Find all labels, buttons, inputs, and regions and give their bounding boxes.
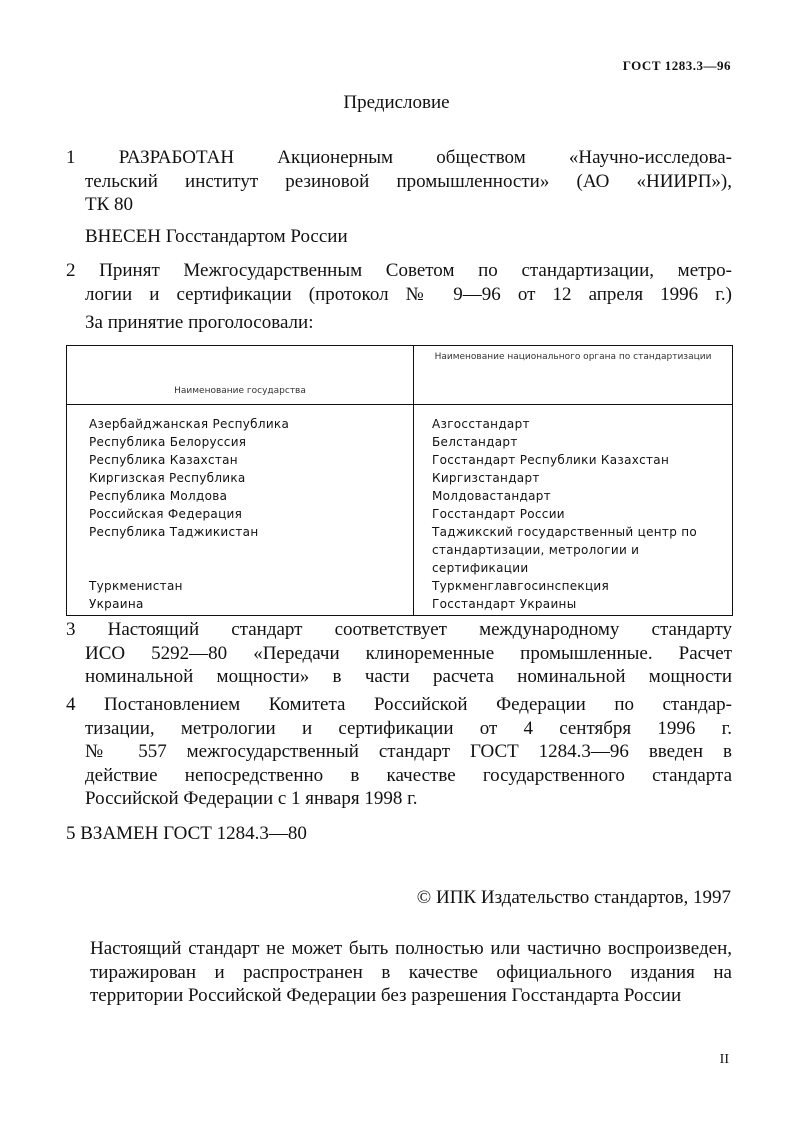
standard-code: ГОСТ 1283.3—96 — [622, 58, 731, 73]
body-cell: Таджикский государственный центр по стандартизации, метрологии и сертификации — [414, 523, 733, 577]
item-4 — [66, 693, 732, 811]
item-3-line-1: 3 Настоящий стандарт соответствует международному стандарту — [66, 619, 732, 640]
header-state: Наименование государства — [67, 346, 414, 405]
item-1-line-2: тельский институт резиновой промышленности» (АО «НИИРП»), — [85, 170, 732, 192]
copyright: © ИПК Издательство стандартов, 1997 — [416, 887, 731, 908]
table-row — [67, 505, 733, 523]
state-cell: Азербайджанская Республика — [67, 405, 414, 434]
table-header-row — [67, 346, 733, 405]
body-cell: Госстандарт Украины — [414, 595, 733, 616]
item-4-line-1: 4 Постановлением Комитета Российской Федерации по стандар- — [66, 694, 732, 715]
item-3 — [66, 618, 732, 689]
item-2-sub — [66, 311, 732, 335]
item-2-voted: За принятие проголосовали: — [85, 312, 314, 333]
body-cell: Киргизстандарт — [414, 469, 733, 487]
reproduction-notice: Настоящий стандарт не может быть полностью или частично воспроизведен, тиражирован и распространен в качестве официального издания на территории Российской Федерации без разрешения Госстандарта России — [90, 938, 732, 1006]
table-row — [67, 595, 733, 616]
page-number: II — [719, 1052, 729, 1067]
table-row — [67, 523, 733, 577]
item-1-line-3: ТК 80 — [85, 194, 134, 215]
item-2-line-1: 2 Принят Межгосударственным Советом по стандартизации, метро- — [66, 260, 732, 281]
item-2-line-2: логии и сертификации (протокол № 9—96 от 12 апреля 1996 г.) — [85, 283, 732, 305]
table-row — [67, 451, 733, 469]
table-row — [67, 577, 733, 595]
table-row — [67, 433, 733, 451]
item-4-line-4: действие непосредственно в качестве государственного стандарта — [85, 764, 732, 786]
item-5 — [66, 822, 732, 846]
table-row — [67, 469, 733, 487]
state-cell: Туркменистан — [67, 577, 414, 595]
item-4-line-3: № 557 межгосударственный стандарт ГОСТ 1284.3—96 введен в — [85, 741, 732, 762]
item-4-line-5: Российской Федерации с 1 января 1998 г. — [85, 788, 418, 809]
page-title: Предисловие — [343, 92, 450, 113]
body-cell: Туркменглавгосинспекция — [414, 577, 733, 595]
state-cell: Республика Белоруссия — [67, 433, 414, 451]
table-row — [67, 405, 733, 434]
state-cell: Республика Молдова — [67, 487, 414, 505]
item-5-line-1: 5 ВЗАМЕН ГОСТ 1284.3—80 — [66, 823, 307, 844]
body-cell: Азгосстандарт — [414, 405, 733, 434]
header-national-body: Наименование национального органа по стандартизации — [414, 346, 733, 405]
item-1-introduced: ВНЕСЕН Госстандартом России — [85, 226, 348, 247]
body-cell: Молдовастандарт — [414, 487, 733, 505]
states-table — [66, 345, 733, 616]
body-cell: Белстандарт — [414, 433, 733, 451]
body-cell: Госстандарт России — [414, 505, 733, 523]
state-cell: Киргизская Республика — [67, 469, 414, 487]
item-1 — [66, 146, 732, 217]
state-cell: Республика Казахстан — [67, 451, 414, 469]
table-row — [67, 487, 733, 505]
state-cell: Украина — [67, 595, 414, 616]
item-3-line-2: ИСО 5292—80 «Передачи клиноременные промышленные. Расчет — [85, 642, 732, 664]
item-3-line-3: номинальной мощности» в части расчета номинальной мощности — [85, 666, 732, 687]
state-cell: Республика Таджикистан — [67, 523, 414, 577]
body-cell: Госстандарт Республики Казахстан — [414, 451, 733, 469]
item-1-sub — [66, 225, 732, 249]
state-cell: Российская Федерация — [67, 505, 414, 523]
item-2 — [66, 259, 732, 306]
item-1-line-1: 1 РАЗРАБОТАН Акционерным обществом «Научно-исследова- — [66, 147, 732, 168]
item-4-line-2: тизации, метрологии и сертификации от 4 сентября 1996 г. — [85, 717, 732, 739]
